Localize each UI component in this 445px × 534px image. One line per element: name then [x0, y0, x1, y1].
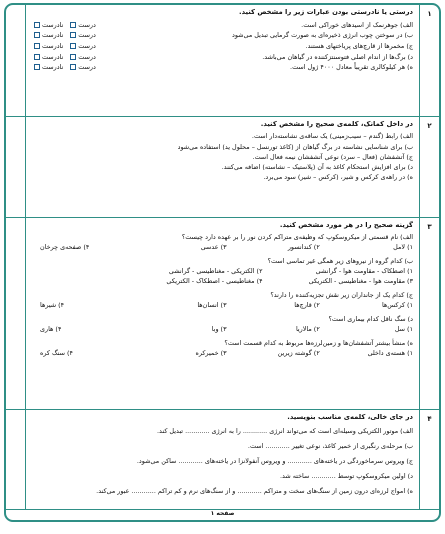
- fill-blank-statement: ه) امواج لرزه‌ای درون زمین از سنگ‌های سخت و متراکم ............ و از سنگ‌های نرم و کم تراکم ............ عبور می‌کند.: [96, 487, 413, 496]
- score-column: [6, 410, 26, 509]
- option-true[interactable]: [68, 53, 96, 61]
- checkbox-icon[interactable]: [70, 43, 76, 49]
- checkbox-icon[interactable]: [70, 54, 76, 60]
- exam-sheet: [4, 3, 441, 522]
- true-false-options: [32, 63, 96, 71]
- option[interactable]: ۴) مغناطیسی - اصطکاک - الکتریکی: [166, 277, 263, 286]
- checkbox-icon[interactable]: [70, 22, 76, 28]
- statement: ج) آتشفشان (فعال – سرد) نوعی آتشفشان نیمه فعال است.: [252, 152, 413, 161]
- statement: ه) در راهه‌ی کرکس و شیر، (کرکس – شیر) سود می‌برد.: [263, 173, 413, 182]
- checkbox-icon[interactable]: [34, 54, 40, 60]
- question-text: ب) کدام گروه از نیروهای زیر همگی غیر تماسی است؟: [267, 257, 413, 266]
- option[interactable]: ۱) هسته‌ی داخلی: [367, 349, 413, 358]
- score-column: [6, 218, 26, 409]
- option-false[interactable]: [32, 63, 63, 71]
- option[interactable]: ۳) انسان‌ها: [197, 301, 227, 310]
- option[interactable]: ۲) قارچ‌ها: [294, 301, 320, 310]
- options-row: [32, 348, 413, 358]
- checkbox-icon[interactable]: [34, 43, 40, 49]
- question-number: ۲: [419, 117, 439, 217]
- section-content: [28, 410, 417, 509]
- option[interactable]: ۳) خمیرکره: [195, 349, 227, 358]
- statement: د) برگ‌ها از اندام اصلی فتوسنتزکننده در گیاهان می‌باشد.: [262, 52, 413, 61]
- section-3: [6, 218, 439, 410]
- section-1: [6, 5, 439, 117]
- statement: د) برای افزایش استحکام کاغذ به آن (پلاستیک – نشاسته) اضافه می‌کنند.: [221, 163, 413, 172]
- options-row: [32, 300, 413, 310]
- checkbox-icon[interactable]: [34, 32, 40, 38]
- section-4: [6, 410, 439, 510]
- option[interactable]: ۴) سنگ کره: [40, 349, 73, 358]
- question-number: ۱: [419, 5, 439, 116]
- score-column: [6, 117, 26, 217]
- fill-blank-statement: ب) مرحله‌ی رنگبری از خمیر کاغذ، نوعی تغییر ............ است.: [247, 442, 413, 451]
- section-heading: در جای خالی، کلمه‌ی مناسب بنویسید.: [287, 413, 413, 421]
- option[interactable]: ۲) الکتریکی - مغناطیسی - گرانشی: [168, 267, 263, 276]
- option-false[interactable]: [32, 31, 63, 39]
- true-false-options: [32, 42, 96, 50]
- options-row: [32, 242, 413, 252]
- statement: ج) مخمرها از قارچ‌های پرياختهای هستند.: [305, 41, 413, 50]
- option[interactable]: ۱) کرکس‌ها: [381, 301, 413, 310]
- section-content: [28, 218, 417, 409]
- score-column: [6, 5, 26, 116]
- option[interactable]: ۲) گوشته زیرین: [277, 349, 320, 358]
- option[interactable]: ۲) مالاریا: [295, 325, 320, 334]
- option[interactable]: ۴) هاری: [40, 325, 62, 334]
- section-heading: گزینه صحیح را در هر مورد مشخص کنید.: [279, 221, 413, 229]
- option[interactable]: ۳) وبا: [211, 325, 227, 334]
- section-content: [28, 5, 417, 116]
- true-false-row: [32, 51, 413, 62]
- options-grid: [32, 266, 413, 286]
- option[interactable]: ۱) اصطکاک - مقاومت هوا - گرانشی: [315, 267, 413, 276]
- option-false-label: نادرست: [42, 20, 64, 29]
- option[interactable]: ۱) سل: [394, 325, 413, 334]
- true-false-row: [32, 62, 413, 73]
- question-number: ۳: [419, 218, 439, 409]
- true-false-options: [32, 31, 96, 39]
- option-true-label: درست: [78, 52, 96, 61]
- option-false[interactable]: [32, 42, 63, 50]
- option-true[interactable]: [68, 42, 96, 50]
- fill-blank-statement: ج) ویروس سرماخوردگی در یاخته‌های ............ و ویروس آنفولانزا در یاخته‌های ............ ساکن می‌شود.: [136, 457, 413, 466]
- statement: ه) هر کیلوکالری تقریباً معادل ۴۰۰۰ ژول است.: [290, 63, 413, 72]
- option-true-label: درست: [78, 63, 96, 72]
- fill-blank-statement: د) اولین میکروسکوپ توسط ............ ساخته شد.: [279, 472, 413, 481]
- question-text: الف) نام قسمتی از میکروسکوپ که وظیفه‌ی متراکم کردن نور را بر عهده دارد چیست؟: [181, 233, 413, 242]
- question-text: ج) کدام یک از جانداران زیر نقش تجزیه‌کننده را دارند؟: [270, 291, 413, 300]
- question-text: د) سگ ناقل کدام بیماری است؟: [328, 315, 413, 324]
- true-false-row: [32, 30, 413, 41]
- option-true-label: درست: [78, 20, 96, 29]
- section-2: [6, 117, 439, 218]
- section-heading: درستی یا نادرستی بودن عبارات زیر را مشخص کنید.: [239, 8, 413, 16]
- option-true[interactable]: [68, 63, 96, 71]
- option-true-label: درست: [78, 31, 96, 40]
- option-true-label: درست: [78, 41, 96, 50]
- option[interactable]: ۴) شیرها: [40, 301, 65, 310]
- checkbox-icon[interactable]: [70, 64, 76, 70]
- option-false-label: نادرست: [42, 52, 64, 61]
- checkbox-icon[interactable]: [70, 32, 76, 38]
- question-number: ۴: [419, 410, 439, 509]
- option[interactable]: ۳) عدسی: [200, 243, 227, 252]
- statement: الف) رابط (گندم – سیب‌زمینی) یک ساقه‌ی نشاسته‌دار است.: [251, 132, 413, 141]
- option-true[interactable]: [68, 21, 96, 29]
- option-false[interactable]: [32, 21, 63, 29]
- true-false-row: [32, 41, 413, 52]
- option-false[interactable]: [32, 53, 63, 61]
- statement: ب) برای شناسایی نشاسته در برگ گیاهان از (کاغذ تورنسل – محلول ید) استفاده می‌شود: [177, 142, 413, 151]
- section-content: [28, 117, 417, 217]
- checkbox-icon[interactable]: [34, 64, 40, 70]
- page-number: صفحه ۱: [210, 510, 235, 517]
- option[interactable]: ۲) کندانسور: [287, 243, 320, 252]
- statement: ب) در سوختن چوب انرژی ذخیره‌ای به صورت گرمایی تبدیل می‌شود: [232, 31, 413, 40]
- section-heading: در داخل کمانک، کلمه‌ی صحیح را مشخص کنید.: [260, 120, 413, 128]
- option[interactable]: ۱) لامل: [393, 243, 413, 252]
- options-row: [32, 324, 413, 334]
- option-false-label: نادرست: [42, 31, 64, 40]
- option-false-label: نادرست: [42, 41, 64, 50]
- true-false-row: [32, 19, 413, 30]
- checkbox-icon[interactable]: [34, 22, 40, 28]
- true-false-options: [32, 21, 96, 29]
- statement: الف) جوهرنمک از اسیدهای خوراکی است.: [301, 20, 413, 29]
- true-false-options: [32, 53, 96, 61]
- option-false-label: نادرست: [42, 63, 64, 72]
- option[interactable]: ۳) مقاومت هوا - مغناطیسی - الکتریکی: [308, 277, 413, 286]
- fill-blank-statement: الف) موتور الکتریکی وسیله‌ای است که می‌تواند انرژی ............ را به انرژی ............ تبدیل کند.: [157, 427, 413, 436]
- question-text: ه) منشأ بیشتر آتشفشان‌ها و زمین‌لرزه‌ها مربوط به کدام قسمت است؟: [224, 339, 413, 348]
- option-true[interactable]: [68, 31, 96, 39]
- option[interactable]: ۴) صفحه‌ی چرخان: [40, 243, 90, 252]
